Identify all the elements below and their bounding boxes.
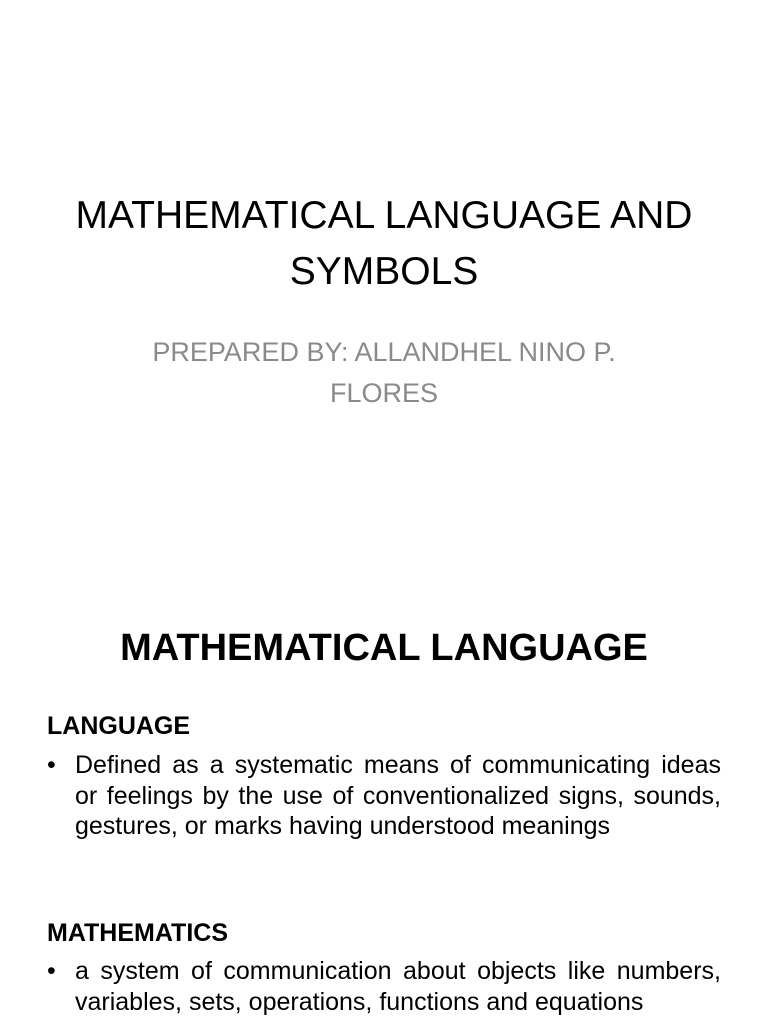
section-heading-mathematics: MATHEMATICS — [47, 919, 228, 947]
bullet-item-mathematics — [47, 956, 721, 1017]
content-slide — [0, 576, 768, 1024]
bullet-text: a system of communication about objects like numbers, variables, sets, operations, functions and equations — [75, 957, 721, 1016]
bullet-icon: • — [47, 751, 56, 779]
presentation-title: MATHEMATICAL LANGUAGE AND SYMBOLS — [75, 194, 693, 293]
presentation-subtitle: PREPARED BY: ALLANDHEL NINO P. FLORES — [152, 337, 616, 408]
slide-title: MATHEMATICAL LANGUAGE — [120, 627, 648, 669]
section-heading-language: LANGUAGE — [47, 712, 191, 740]
bullet-item-language — [47, 750, 721, 842]
bullet-text: Defined as a systematic means of communicating ideas or feelings by the use of conventionalized signs, sounds, gestures, or marks having understood meanings — [75, 751, 721, 840]
bullet-icon: • — [47, 957, 56, 985]
